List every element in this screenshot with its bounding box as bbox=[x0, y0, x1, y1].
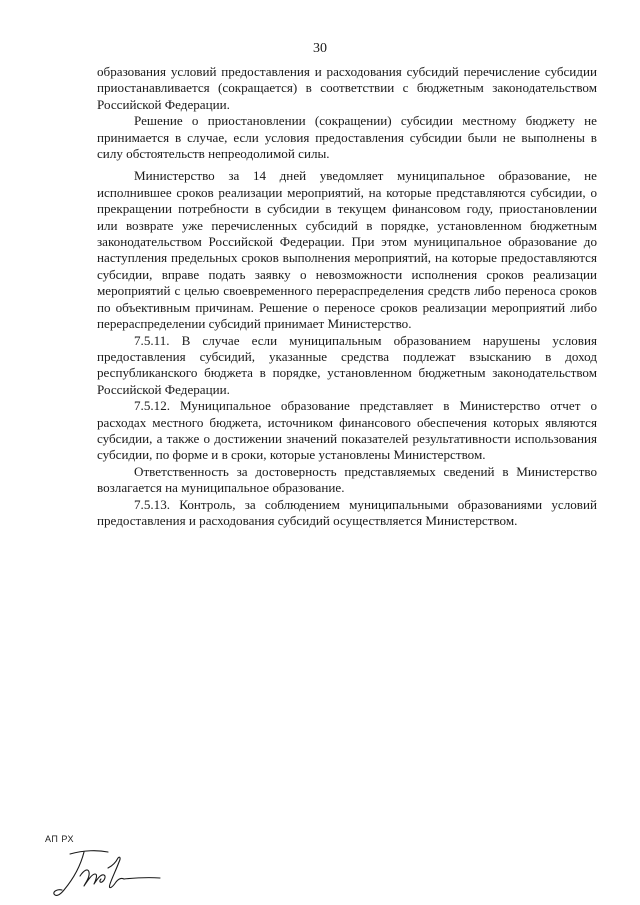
page-number: 30 bbox=[313, 41, 327, 56]
footer-label: АП РХ bbox=[45, 834, 74, 844]
paragraph-7-5-12: 7.5.12. Муниципальное образование представляет в Министерство отчет о расходах местного бюджета, источником финансового обеспечения которых являются субсидии, а также о достижении значений показателей результативности использования субсидии, по форме и в сроки, которые установлены Министерством. bbox=[97, 398, 597, 463]
paragraph-suspension-decision: Решение о приостановлении (сокращении) субсидии местному бюджету не принимается в случае, если условия предоставления субсидии были не выполнены в силу обстоятельств непреодолимой силы. bbox=[97, 113, 597, 162]
paragraph-continuation: образования условий предоставления и расходования субсидий перечисление субсидии приостанавливается (сокращается) в соответствии с бюджетным законодательством Российской Федерации. bbox=[97, 64, 597, 112]
handwritten-signature bbox=[50, 848, 168, 900]
paragraph-7-5-13: 7.5.13. Контроль, за соблюдением муниципальными образованиями условий предоставления и расходования субсидий осуществляется Министерством. bbox=[97, 496, 597, 528]
paragraph-responsibility: Ответственность за достоверность представляемых сведений в Министерство возлагается на муниципальное образование. bbox=[97, 463, 597, 496]
paragraph-ministry-notice: Министерство за 14 дней уведомляет муниципальное образование, не исполнившее сроков реализации мероприятий, на которые представляются субсидии, о прекращении потребности в субсидии в текущем финансовом году, приостановлении или возврате уже перечисленных субсидий в порядке, установленном бюджетным законодательством Российской Федерации. При этом муниципальное образование до наступления предельных сроков выполнения мероприятий, на которые предоставляются субсидии, вправе подать заявку о невозможности исполнения сроков реализации мероприятий с целью своевременного перераспределения средств либо переноса сроков по объективным причинам. Решение о переносе сроков реализации мероприятий либо перераспределении субсидий принимает Министерство. bbox=[97, 168, 597, 332]
document-body bbox=[97, 64, 597, 529]
paragraph-7-5-11: 7.5.11. В случае если муниципальным образованием нарушены условия предоставления субсидий, указанные средства подлежат взысканию в доход республиканского бюджета в порядке, установленном бюджетным законодательством Российской Федерации. bbox=[97, 332, 597, 397]
